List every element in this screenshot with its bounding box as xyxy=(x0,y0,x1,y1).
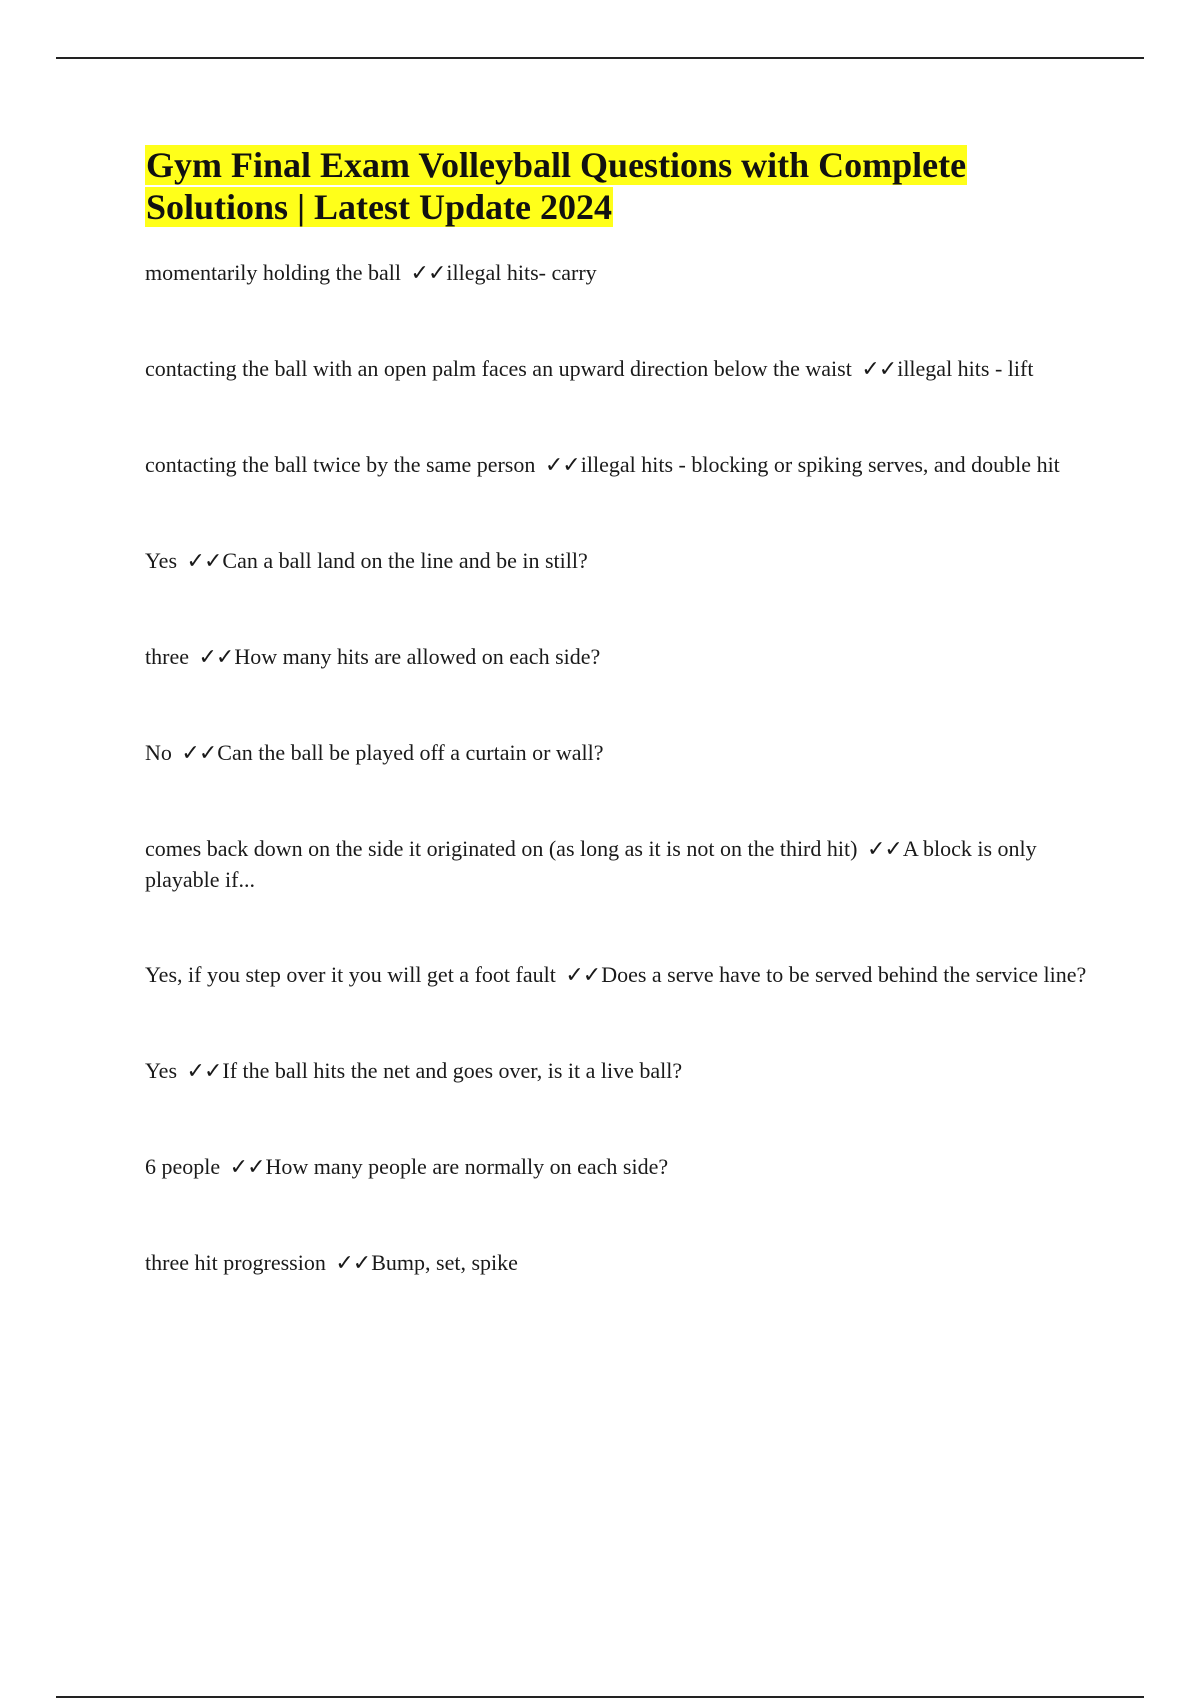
top-divider xyxy=(56,57,1144,59)
qa-definition: If the ball hits the net and goes over, is it a live ball? xyxy=(222,1058,683,1083)
qa-term: three xyxy=(145,644,189,669)
document-body xyxy=(145,144,1095,1344)
qa-item-7 xyxy=(145,834,1095,895)
qa-item-10 xyxy=(145,1152,1095,1183)
qa-item-5 xyxy=(145,642,1095,673)
qa-item-11 xyxy=(145,1248,1095,1279)
double-check-icon: ✓✓ xyxy=(186,1059,222,1084)
qa-list xyxy=(145,258,1095,1279)
qa-term: Yes xyxy=(145,1058,178,1083)
qa-definition: How many people are normally on each side? xyxy=(265,1154,669,1179)
qa-term: momentarily holding the ball xyxy=(145,260,402,285)
qa-item-4 xyxy=(145,546,1095,577)
qa-definition: A block is only playable if... xyxy=(145,836,1037,892)
qa-term: contacting the ball twice by the same person xyxy=(145,452,536,477)
qa-item-9 xyxy=(145,1056,1095,1087)
qa-item-8 xyxy=(145,960,1095,991)
qa-term: Yes, if you step over it you will get a foot fault xyxy=(145,962,556,987)
qa-definition: illegal hits- carry xyxy=(446,260,597,285)
qa-term: three hit progression xyxy=(145,1250,326,1275)
document-title xyxy=(145,144,1095,228)
double-check-icon: ✓✓ xyxy=(565,963,601,988)
qa-definition: Can a ball land on the line and be in still? xyxy=(222,548,588,573)
qa-definition: How many hits are allowed on each side? xyxy=(234,644,601,669)
qa-definition: Does a serve have to be served behind the service line? xyxy=(601,962,1087,987)
qa-item-6 xyxy=(145,738,1095,769)
double-check-icon: ✓✓ xyxy=(186,549,222,574)
double-check-icon: ✓✓ xyxy=(544,453,580,478)
double-check-icon: ✓✓ xyxy=(198,645,234,670)
double-check-icon: ✓✓ xyxy=(229,1155,265,1180)
document-title-text: Gym Final Exam Volleyball Questions with Complete Solutions | Latest Update 2024 xyxy=(146,145,967,227)
qa-term: No xyxy=(145,740,172,765)
qa-item-1 xyxy=(145,258,1095,289)
qa-definition: illegal hits - blocking or spiking serves, and double hit xyxy=(580,452,1060,477)
qa-term: 6 people xyxy=(145,1154,221,1179)
qa-item-3 xyxy=(145,450,1095,481)
qa-definition: Can the ball be played off a curtain or wall? xyxy=(217,740,604,765)
bottom-divider xyxy=(56,1696,1144,1698)
double-check-icon: ✓✓ xyxy=(335,1251,371,1276)
qa-term: contacting the ball with an open palm faces an upward direction below the waist xyxy=(145,356,852,381)
double-check-icon: ✓✓ xyxy=(866,837,902,862)
double-check-icon: ✓✓ xyxy=(410,261,446,286)
qa-term: Yes xyxy=(145,548,178,573)
double-check-icon: ✓✓ xyxy=(181,741,217,766)
qa-term: comes back down on the side it originated on (as long as it is not on the third hit) xyxy=(145,836,858,861)
double-check-icon: ✓✓ xyxy=(861,357,897,382)
qa-definition: illegal hits - lift xyxy=(897,356,1034,381)
qa-definition: Bump, set, spike xyxy=(371,1250,518,1275)
qa-item-2 xyxy=(145,354,1095,385)
